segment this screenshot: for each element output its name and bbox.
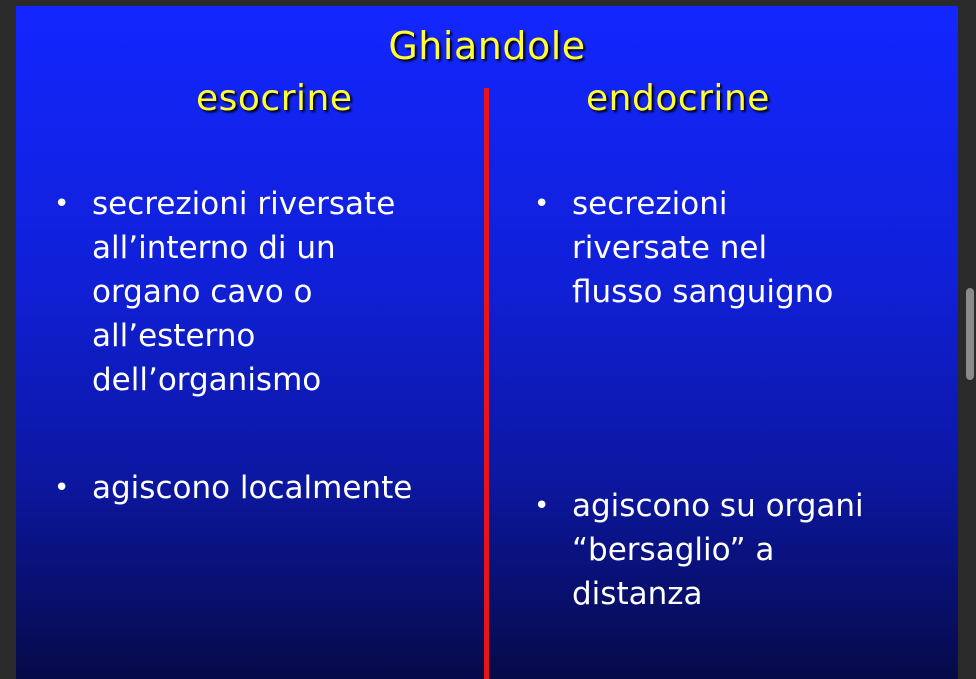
right-bullet-2 [534,484,944,616]
left-bullet-2 [54,466,474,510]
bullet-text: agiscono su organi “bersaglio” a distanza [572,488,864,612]
left-column-heading: esocrine [196,78,353,119]
bullet-text: secrezioni riversate all’interno di un organo cavo o all’esterno dell’organismo [92,186,396,398]
bullet-text: secrezioni riversate nel flusso sanguigno [572,186,834,310]
right-bullet-1 [534,182,944,314]
bullet-marker: • [54,473,70,503]
slide-title: Ghiandole [388,24,586,68]
column-divider [484,88,489,679]
bullet-text: agiscono localmente [92,470,413,506]
slide [16,6,958,679]
left-bullet-1 [54,182,474,402]
bullet-marker: • [534,491,550,521]
right-column-heading: endocrine [586,78,770,119]
vertical-scrollbar[interactable] [966,288,974,380]
bullet-marker: • [534,189,550,219]
bullet-marker: • [54,189,70,219]
